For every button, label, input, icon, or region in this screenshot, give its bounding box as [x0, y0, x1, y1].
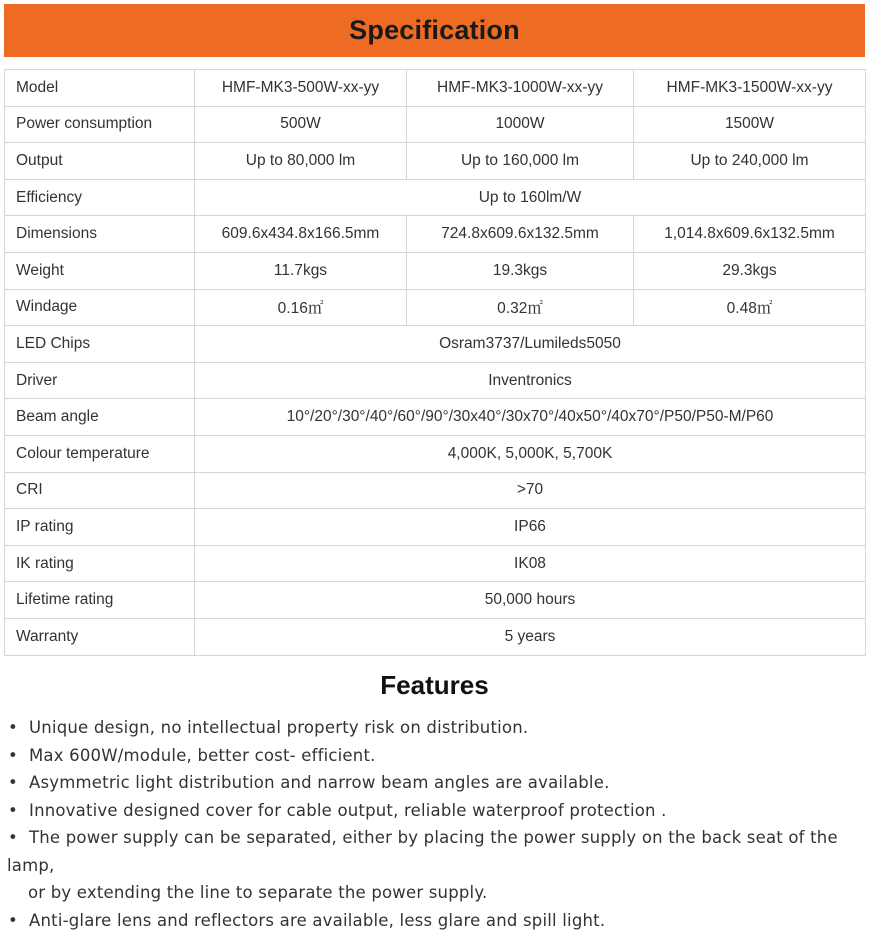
spec-value: 1000W — [407, 106, 634, 143]
spec-label: LED Chips — [5, 326, 195, 363]
spec-value: Up to 240,000 lm — [634, 143, 866, 180]
spec-label: CRI — [5, 472, 195, 509]
specification-title: Specification — [349, 15, 520, 46]
spec-label: Warranty — [5, 618, 195, 655]
bullet-icon: • — [7, 907, 29, 934]
bullet-icon: • — [7, 769, 29, 797]
spec-label: Dimensions — [5, 216, 195, 253]
spec-label: Windage — [5, 289, 195, 326]
bullet-icon: • — [7, 797, 29, 825]
spec-row — [5, 289, 866, 326]
bullet-icon: • — [7, 742, 29, 770]
feature-item — [7, 742, 863, 770]
spec-value: Osram3737/Lumileds5050 — [195, 326, 866, 363]
spec-value: 1,014.8x609.6x132.5mm — [634, 216, 866, 253]
spec-row — [5, 252, 866, 289]
spec-value: Up to 80,000 lm — [195, 143, 407, 180]
feature-item — [7, 907, 863, 934]
spec-value: HMF-MK3-500W-xx-yy — [195, 70, 407, 107]
feature-item — [7, 714, 863, 742]
spec-value: 1500W — [634, 106, 866, 143]
spec-value: HMF-MK3-1500W-xx-yy — [634, 70, 866, 107]
spec-label: Driver — [5, 362, 195, 399]
spec-row — [5, 472, 866, 509]
spec-row — [5, 70, 866, 107]
spec-value: 0.48㎡ — [634, 289, 866, 326]
spec-value: 0.32㎡ — [407, 289, 634, 326]
spec-value: 19.3kgs — [407, 252, 634, 289]
spec-value: Inventronics — [195, 362, 866, 399]
feature-item — [7, 797, 863, 825]
spec-value: Up to 160lm/W — [195, 179, 866, 216]
spec-row — [5, 399, 866, 436]
spec-value: 11.7kgs — [195, 252, 407, 289]
spec-row — [5, 545, 866, 582]
feature-item — [7, 824, 863, 879]
spec-label: Model — [5, 70, 195, 107]
spec-label: IK rating — [5, 545, 195, 582]
spec-row — [5, 582, 866, 619]
spec-row — [5, 618, 866, 655]
feature-text: The power supply can be separated, either by placing the power supply on the back seat of the lamp, — [7, 828, 838, 875]
features-list — [7, 714, 863, 934]
spec-row — [5, 179, 866, 216]
spec-row — [5, 106, 866, 143]
spec-label: Power consumption — [5, 106, 195, 143]
spec-value: HMF-MK3-1000W-xx-yy — [407, 70, 634, 107]
spec-row — [5, 509, 866, 546]
feature-item — [7, 769, 863, 797]
spec-label: Weight — [5, 252, 195, 289]
spec-value: IP66 — [195, 509, 866, 546]
features-title: Features — [0, 670, 869, 701]
spec-row — [5, 143, 866, 180]
spec-value: Up to 160,000 lm — [407, 143, 634, 180]
spec-row — [5, 326, 866, 363]
feature-continuation: or by extending the line to separate the power supply. — [7, 879, 863, 907]
feature-text: Unique design, no intellectual property risk on distribution. — [29, 718, 528, 737]
spec-label: IP rating — [5, 509, 195, 546]
feature-text: Max 600W/module, better cost- efficient. — [29, 746, 376, 765]
spec-value: IK08 — [195, 545, 866, 582]
feature-text: Innovative designed cover for cable output, reliable waterproof protection . — [29, 801, 667, 820]
spec-value: 609.6x434.8x166.5mm — [195, 216, 407, 253]
specification-table — [4, 69, 866, 656]
spec-value: >70 — [195, 472, 866, 509]
specification-header — [4, 4, 865, 57]
feature-text: Anti-glare lens and reflectors are available, less glare and spill light. — [29, 911, 605, 930]
spec-value: 0.16㎡ — [195, 289, 407, 326]
feature-text: Asymmetric light distribution and narrow beam angles are available. — [29, 773, 610, 792]
spec-label: Lifetime rating — [5, 582, 195, 619]
spec-value: 50,000 hours — [195, 582, 866, 619]
spec-row — [5, 216, 866, 253]
bullet-icon: • — [7, 824, 29, 852]
spec-value: 10°/20°/30°/40°/60°/90°/30x40°/30x70°/40x50°/40x70°/P50/P50-M/P60 — [195, 399, 866, 436]
specification-table-body — [5, 70, 866, 656]
spec-label: Output — [5, 143, 195, 180]
spec-value: 29.3kgs — [634, 252, 866, 289]
spec-row — [5, 362, 866, 399]
spec-label: Beam angle — [5, 399, 195, 436]
spec-label: Efficiency — [5, 179, 195, 216]
spec-row — [5, 435, 866, 472]
spec-value: 724.8x609.6x132.5mm — [407, 216, 634, 253]
spec-label: Colour temperature — [5, 435, 195, 472]
bullet-icon: • — [7, 714, 29, 742]
spec-value: 5 years — [195, 618, 866, 655]
spec-value: 500W — [195, 106, 407, 143]
spec-value: 4,000K, 5,000K, 5,700K — [195, 435, 866, 472]
